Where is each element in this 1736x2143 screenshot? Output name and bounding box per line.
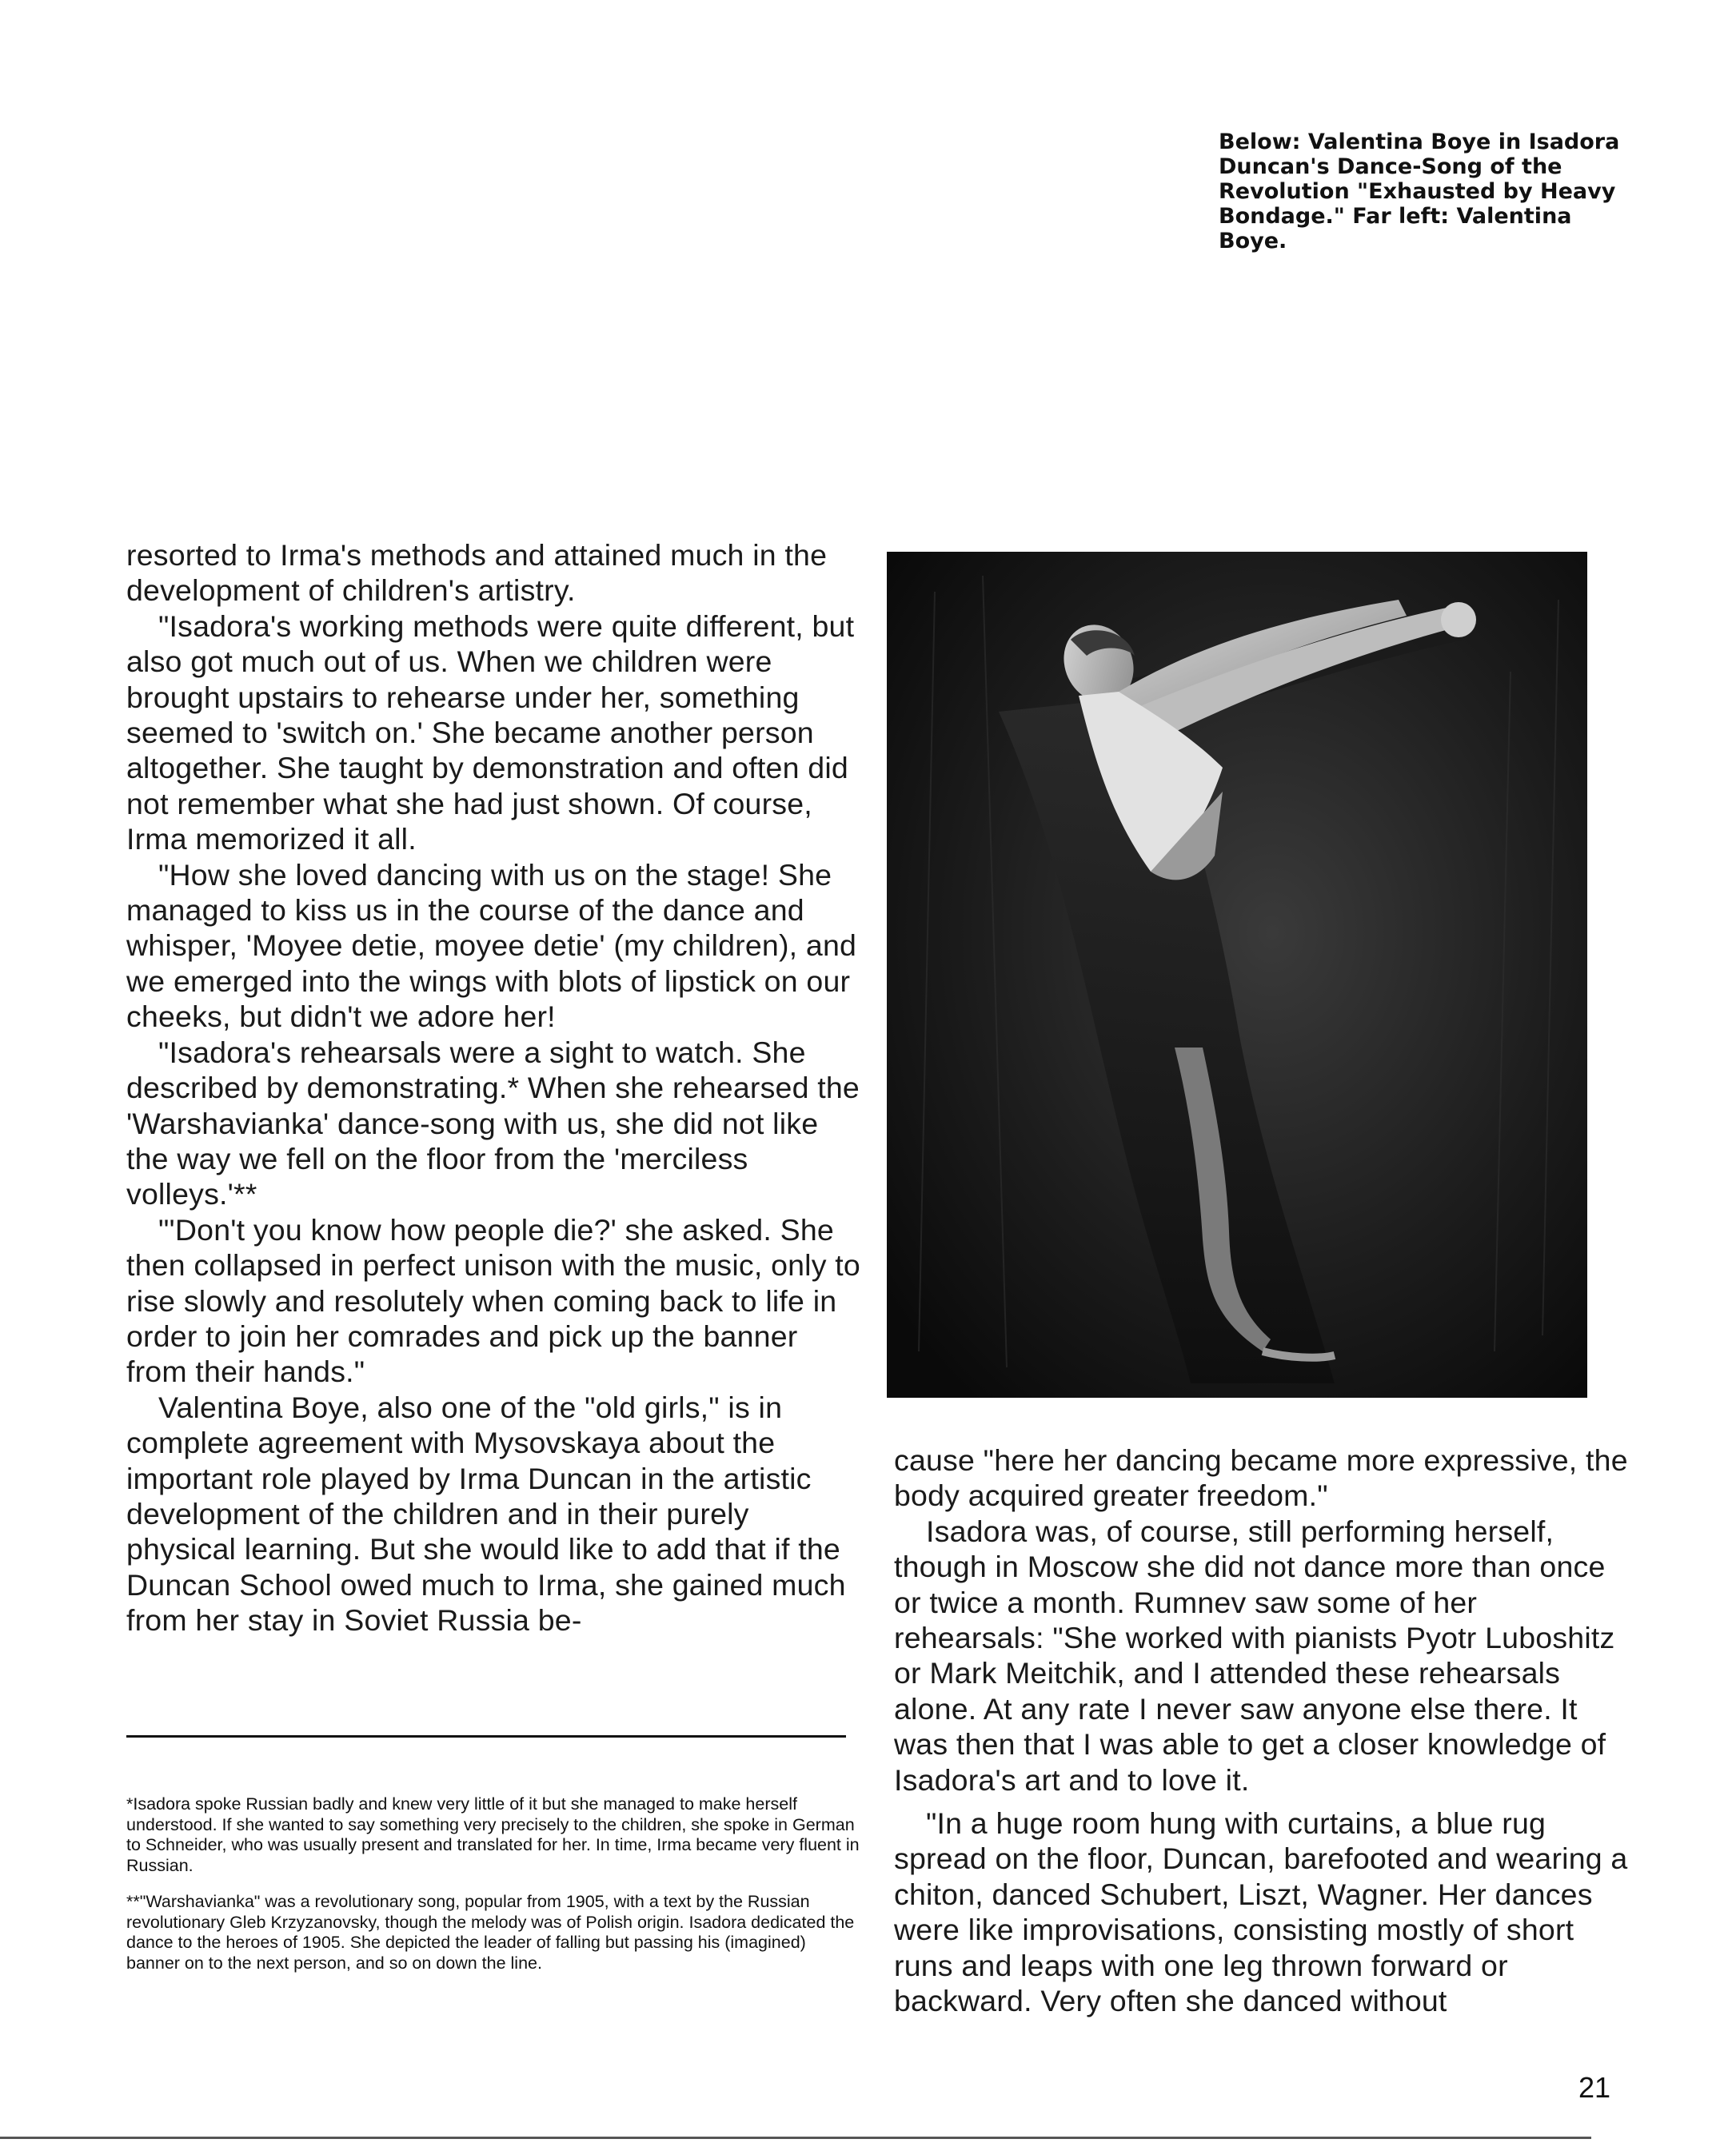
paragraph: Isadora was, of course, still performing herself, though in Moscow she did not dance more than once or twice a month. Rumnev saw some of her rehearsals: "She worked with pianists Pyotr Luboshitz or Mark Meitchik, and I attended these rehearsals alone. At any rate I never saw anyone else there. It was then that I was able to get a closer knowledge of Isadora's art and to love it. bbox=[894, 1514, 1615, 1797]
footnote-divider bbox=[126, 1735, 846, 1738]
dancer-photograph bbox=[887, 552, 1587, 1398]
paragraph: resorted to Irma's methods and attained much in the development of children's artistry. bbox=[126, 538, 828, 608]
page-number: 21 bbox=[1578, 2071, 1611, 2104]
paragraph: "Isadora's rehearsals were a sight to watch. She described by demonstrating.* When she rehearsed the 'Warshavianka' dance-song with us, she did not like the way we fell on the floor from the 'merciless volleys.'** bbox=[126, 1035, 860, 1211]
footnotes bbox=[126, 1794, 862, 1973]
paragraph: Valentina Boye, also one of the "old girls," is in complete agreement with Mysovskaya about the important role played by Irma Duncan in the artistic development of the children and in their purely physical learning. But she would like to add that if the Duncan School owed much to Irma, she gained much from her stay in Soviet Russia be- bbox=[126, 1390, 846, 1638]
paragraph: "How she loved dancing with us on the stage! She managed to kiss us in the course of the dance and whisper, 'Moyee detie, moyee detie' (my children), and we emerged into the wings with blots of lipstick on our cheeks, but didn't we adore her! bbox=[126, 857, 857, 1034]
right-column bbox=[894, 1443, 1628, 2019]
paragraph: cause "here her dancing became more expressive, the body acquired greater freedom." bbox=[894, 1443, 1628, 1513]
footnote: **"Warshavianka" was a revolutionary song, popular from 1905, with a text by the Russian revolutionary Gleb Krzyzanovsky, though the melody was of Polish origin. Isadora dedicated the dance to the heroes of 1905. She depicted the leader of falling but passing his (imagined) banner on to the next person, and so on down the line. bbox=[126, 1892, 855, 1973]
paragraph: "In a huge room hung with curtains, a blue rug spread on the floor, Duncan, barefooted and wearing a chiton, danced Schubert, Liszt, Wagner. Her dances were like improvisations, consisting mostly of short runs and leaps with one leg thrown forward or backward. Very often she danced without bbox=[894, 1806, 1628, 2018]
page-bottom-edge bbox=[0, 2137, 1591, 2139]
paragraph: "'Don't you know how people die?' she asked. She then collapsed in perfect unison with the music, only to rise slowly and resolutely when coming back to life in order to join her comrades and pick up the banner from their hands." bbox=[126, 1212, 860, 1389]
paragraph: "Isadora's working methods were quite different, but also got much out of us. When we children were brought upstairs to rehearse under her, something seemed to 'switch on.' She became another person altogether. She taught by demonstration and often did not remember what she had just shown. Of course, Irma memorized it all. bbox=[126, 609, 855, 856]
photo-caption: Below: Valentina Boye in Isadora Duncan's Dance-Song of the Revolution "Exhausted by Heavy Bondage." Far left: Valentina Boye. bbox=[1219, 130, 1620, 253]
left-column bbox=[126, 537, 862, 1638]
footnote: *Isadora spoke Russian badly and knew very little of it but she managed to make herself understood. If she wanted to say something very precisely to the children, she spoke in German to Schneider, who was usually present and translated for her. In time, Irma became very fluent in Russian. bbox=[126, 1794, 860, 1875]
